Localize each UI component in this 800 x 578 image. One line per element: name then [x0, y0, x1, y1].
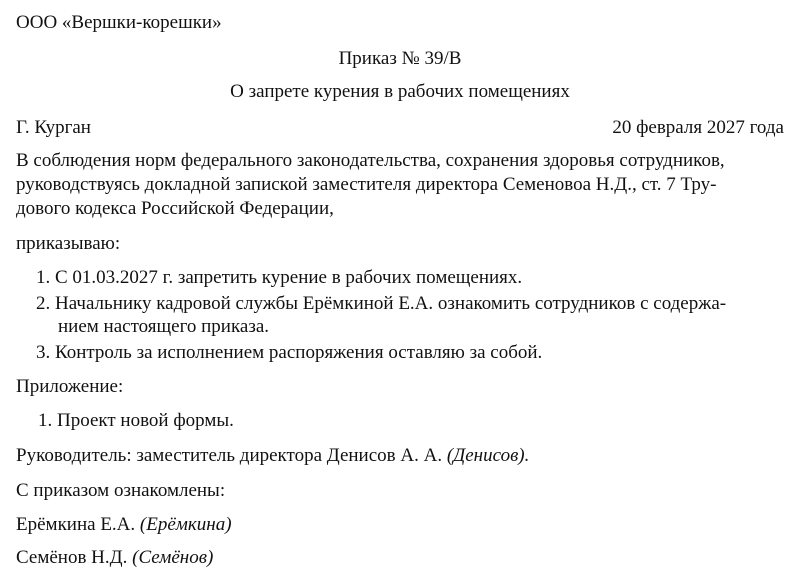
list-item-number: 1.	[36, 267, 51, 288]
list-item-text: Начальнику кадровой службы Ерёмкиной Е.А. ознакомить сотрудников с содержа-	[55, 293, 727, 314]
list-item	[36, 292, 784, 315]
city: Г. Курган	[16, 117, 91, 138]
head-signature-line	[16, 444, 784, 467]
attachment-item	[38, 409, 784, 432]
list-item-text: Контроль за исполнением распоряжения оставляю за собой.	[55, 342, 543, 363]
signer-signature: (Семёнов)	[132, 547, 214, 568]
head-signature: (Денисов).	[446, 445, 530, 466]
list-item-number: 3.	[36, 342, 51, 363]
order-title: Приказ № 39/В	[338, 48, 462, 69]
order-date: 20 февраля 2027 года	[612, 117, 784, 138]
list-item-continuation: нием настоящего приказа.	[58, 316, 270, 337]
signer-line	[16, 546, 784, 569]
signer-signature: (Ерёмкина)	[139, 514, 232, 535]
attachment-number: 1.	[38, 410, 53, 431]
list-item-text: С 01.03.2027 г. запретить курение в рабочих помещениях.	[55, 267, 523, 288]
preamble-line-2: руководствуясь докладной запиской заместителя директора Семеновоа Н.Д., ст. 7 Тру-	[16, 174, 717, 195]
list-item	[36, 341, 784, 364]
organization-name: ООО «Вершки-корешки»	[16, 12, 222, 33]
signer-line	[16, 513, 784, 536]
preamble-line-1: В соблюдения норм федерального законодательства, сохранения здоровья сотрудников,	[16, 150, 725, 171]
signer-name: Семёнов Н.Д.	[16, 547, 128, 568]
order-word: приказываю:	[16, 233, 121, 254]
place-date-row	[16, 116, 784, 139]
order-subject: О запрете курения в рабочих помещениях	[230, 81, 570, 102]
preamble-line-3: дового кодекса Российской Федерации,	[16, 198, 334, 219]
list-item	[36, 266, 784, 289]
acquainted-label: С приказом ознакомлены:	[16, 480, 226, 501]
attachment-text: Проект новой формы.	[57, 410, 234, 431]
attachment-label: Приложение:	[16, 376, 124, 397]
signer-name: Ерёмкина Е.А.	[16, 514, 136, 535]
head-text: Руководитель: заместитель директора Денисов А. А.	[16, 445, 443, 466]
list-item-number: 2.	[36, 293, 51, 314]
